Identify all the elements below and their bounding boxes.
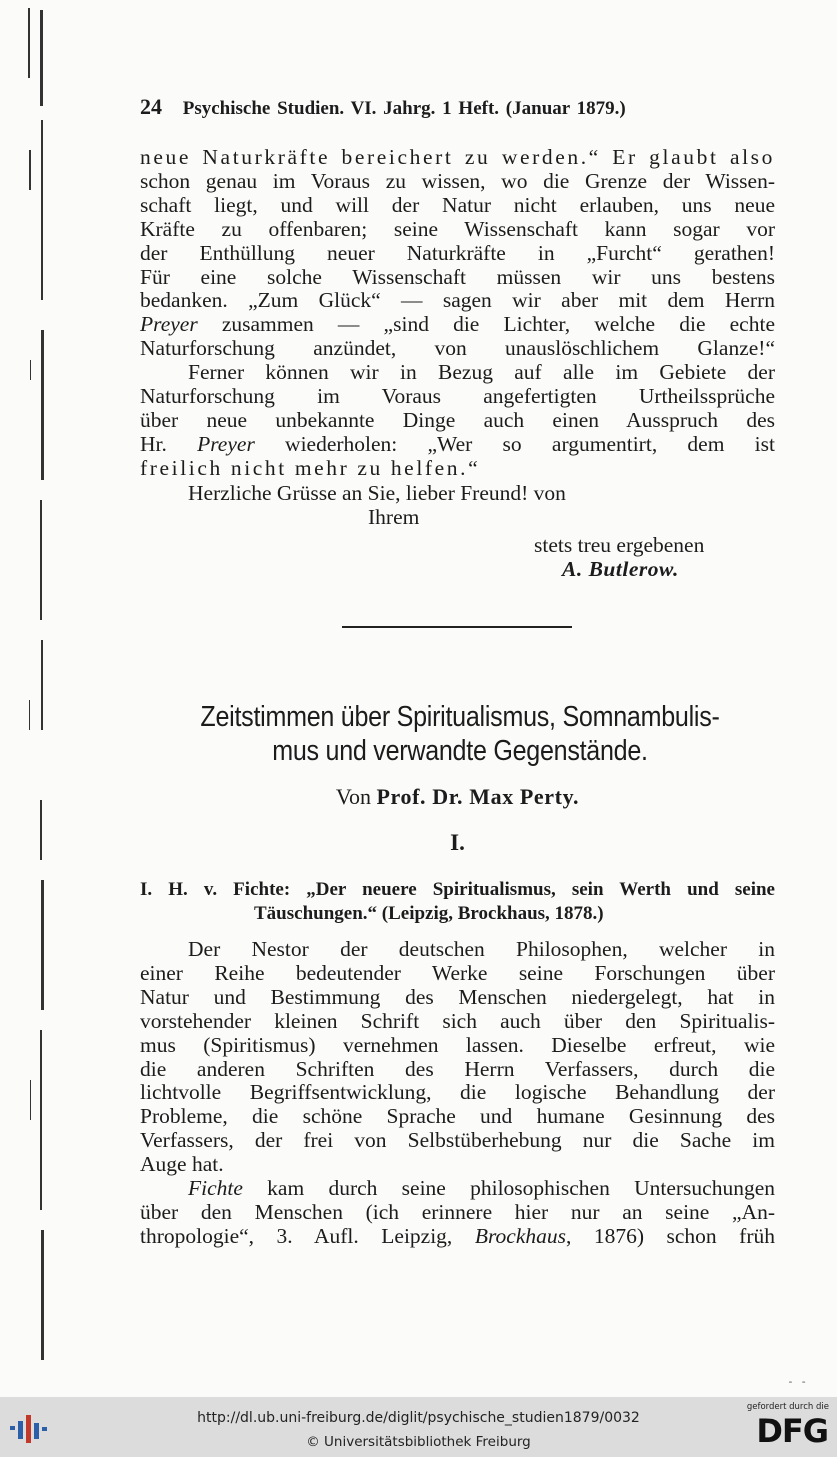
page-number: 24 [140, 94, 162, 119]
letter-closing [140, 481, 775, 581]
running-title: Psychische Studien. VI. Jahrg. 1 Heft. (Januar 1879.) [182, 98, 626, 119]
closing-yours: Ihrem [368, 505, 420, 529]
text-line: Preyer zusammen — „sind die Lichter, welche die echte [140, 312, 775, 337]
copyright-notice: © Universitätsbibliothek Freiburg [306, 1434, 531, 1450]
text-line: lichtvolle Begriffsentwicklung, die logische Behandlung der [140, 1080, 775, 1105]
article-title-line: mus und verwandte Gegenstände. [272, 735, 648, 767]
text-line: Naturforschung im Voraus angefertigten Urtheilssprüche [140, 384, 775, 409]
text-line: Für eine solche Wissenschaft müssen wir uns bestens [140, 264, 775, 289]
text-line: einer Reihe bedeutender Werke seine Forschungen über [140, 960, 775, 985]
text-line: Probleme, die schöne Sprache und humane Gesinnung des [140, 1104, 775, 1129]
text-line: über neue unbekannte Dinge auch einen Ausspruch des [140, 407, 775, 432]
text-line: thropologie“, 3. Aufl. Leipzig, Brockhaus, 1876) schon früh [140, 1223, 776, 1248]
corner-mark: - - [787, 1375, 807, 1388]
text-line: Fichte kam durch seine philosophischen Untersuchungen [188, 1176, 775, 1201]
text-line: schaft liegt, und will der Natur nicht erlauben, uns neue [140, 192, 775, 217]
text-line: schon genau im Voraus zu wissen, wo die Grenze der Wissen- [140, 168, 775, 193]
reference-line: I. H. v. Fichte: „Der neuere Spiritualismus, sein Werth und seine [140, 879, 775, 900]
text-line: Auge hat. [140, 1152, 224, 1177]
article-body [140, 938, 775, 1249]
text-line: Der Nestor der deutschen Philosophen, welcher in [188, 937, 775, 961]
signature: A. Butlerow. [562, 557, 679, 581]
byline-prefix: Von [335, 784, 371, 809]
author-name: Prof. Dr. Max Perty. [376, 784, 580, 809]
reference-line: Täuschungen.“ (Leipzig, Brockhaus, 1878.) [254, 903, 604, 924]
byline [140, 784, 775, 810]
dfg-logo[interactable]: DFG [756, 1412, 828, 1450]
letter-text [140, 146, 775, 481]
article-title [187, 700, 733, 768]
text-line: Ferner können wir in Bezug auf alle im Gebiete der [188, 360, 775, 385]
book-reference [140, 878, 775, 926]
permalink-url[interactable]: http://dl.ub.uni-freiburg.de/diglit/psychische_studien1879/0032 [197, 1410, 640, 1426]
text-line: der Enthüllung neuer Naturkräfte in „Furcht“ gerathen! [140, 240, 775, 265]
text-line: freilich nicht mehr zu helfen.“ [140, 455, 481, 480]
text-line: die anderen Schriften des Herrn Verfassers, durch die [140, 1056, 775, 1081]
text-line: Natur und Bestimmung des Menschen niedergelegt, hat in [140, 984, 775, 1009]
section-number: I. [450, 830, 465, 855]
scan-margin-marks [26, 0, 48, 1395]
text-line: Kräfte zu offenbaren; seine Wissenschaft kann sogar vor [140, 216, 775, 241]
text-line: über den Menschen (ich erinnere hier nur an seine „An- [140, 1199, 775, 1224]
closing-devotion: stets treu ergebenen [534, 533, 705, 557]
article-title-line: Zeitstimmen über Spiritualismus, Somnambulis- [200, 701, 720, 733]
text-line: Verfassers, der frei von Selbstüberhebung nur die Sache im [140, 1128, 775, 1153]
text-line: vorstehender kleinen Schrift sich auch über den Spiritualis- [140, 1008, 775, 1033]
section-divider [342, 626, 572, 628]
text-line: neue Naturkräfte bereichert zu werden.“ Er glaubt also [140, 145, 775, 169]
closing-greeting: Herzliche Grüsse an Sie, lieber Freund! von [188, 481, 566, 505]
viewer-footer [0, 1397, 837, 1457]
text-line: Naturforschung anzündet, von unauslöschlichem Glanze!“ [140, 336, 775, 361]
text-line: bedanken. „Zum Glück“ — sagen wir aber mit dem Herrn [140, 288, 775, 313]
text-line: Hr. Preyer wiederholen: „Wer so argumentirt, dem ist [140, 431, 775, 456]
text-line: mus (Spiritismus) vernehmen lassen. Dieselbe erfreut, wie [140, 1032, 775, 1057]
running-header [140, 94, 775, 120]
funding-note: gefordert durch die [746, 1402, 829, 1412]
